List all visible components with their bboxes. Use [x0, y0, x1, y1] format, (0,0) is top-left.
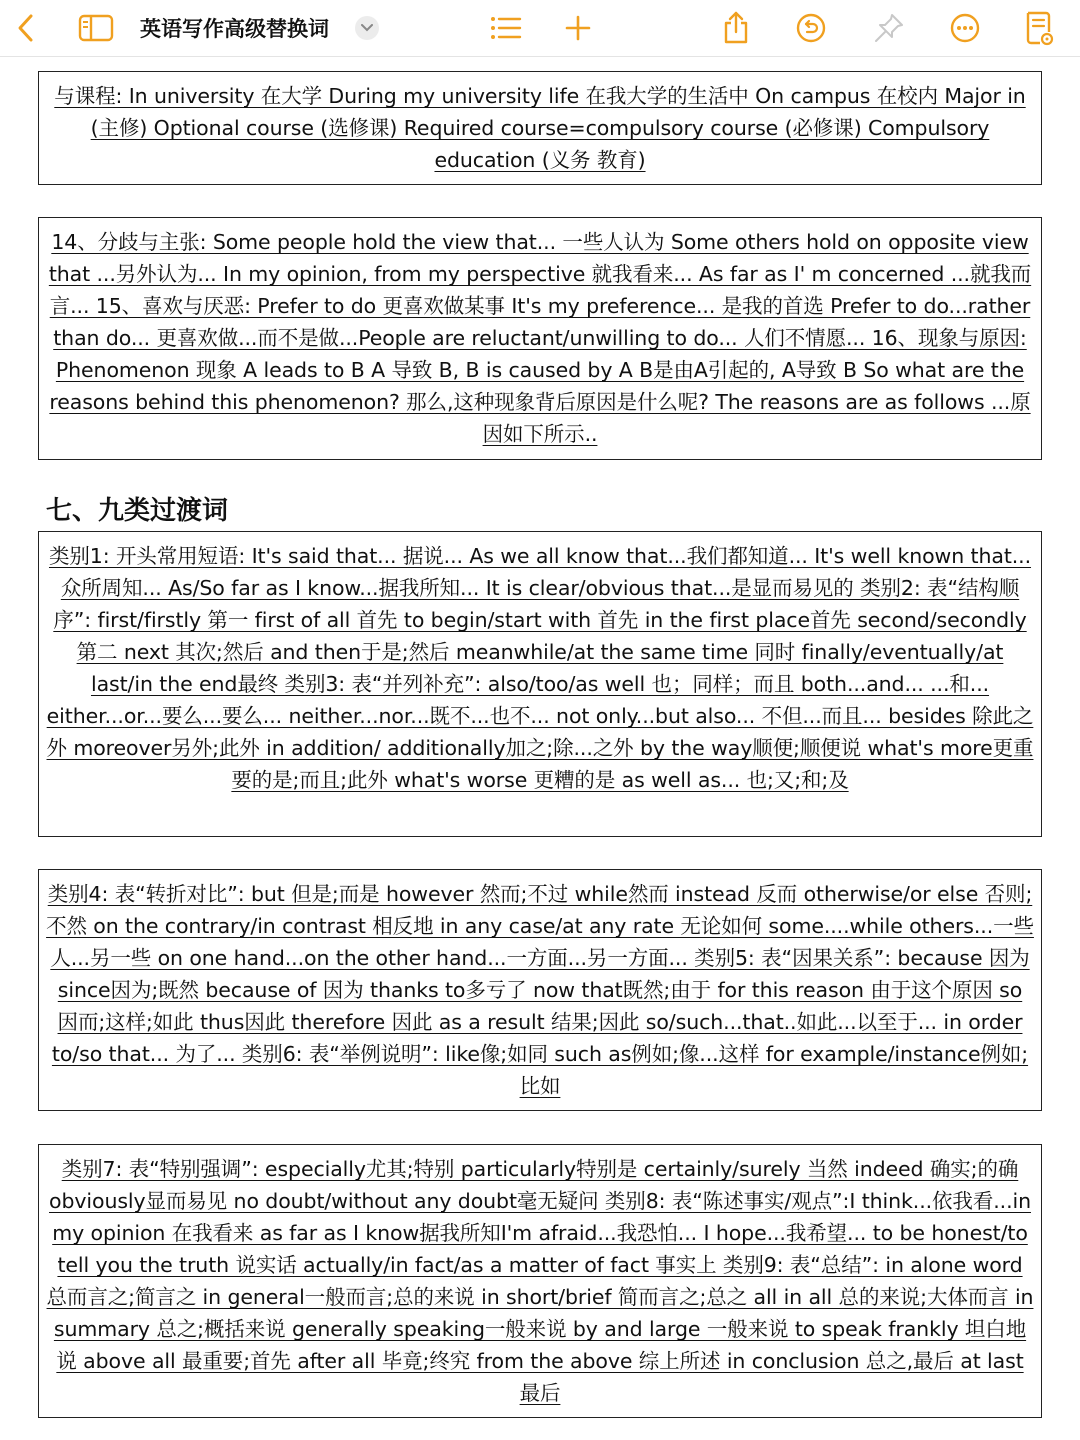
more-icon[interactable]	[948, 8, 982, 48]
undo-icon[interactable]	[794, 8, 828, 48]
text-box-categories-4-6-text: 类别4: 表“转折对比”: but 但是;而是 however 然而;不过 while然而 instead 反而 otherwise/or else 否则;不然 on the contrary/in contrast 相反地 in any case/at any rate 无论如何 some....while others...一些人...另一些 on one hand...on the other hand...一方面...另一方面... 类别5: 表“因果关系”: because 因为 since因为;既然 because of 因为 thanks to多亏了 now that既然;由于 for this reason 由于这个原因 so 因而;这样;如此 thus因此 therefore 因此 as a result 结果;因此 so/such...that..如此...以至于... in order to/so that... 为了... 类别6: 表“举例说明”: like像;如同 such as例如;像...这样 for example/instance例如;比如	[46, 882, 1034, 1098]
text-box-categories-1-3-text: 类别1: 开头常用短语: It's said that... 据说... As we all know that...我们都知道... It's well known that... 众所周知... As/So far as I know...据我所知... It is clear/obvious that...是显而易见的 类别2: 表“结构顺序”: first/firstly 第一 first of all 首先 to begin/start with 首先 in the first place首先 second/secondly第二 next 其次;然后 and then于是;然后 meanwhile/at the same time 同时 finally/eventually/at last/in the end最终 类别3: 表“并列补充”: also/too/as well 也；同样；而且 both...and... ...和... either...or...要么...要么... neither...nor...既不...也不... not only...but also... 不但...而且... besides 除此之外 moreover另外;此外 in addition/ additionally加之;除...之外 by the way顺便;顺便说 what's more更重要的是;而且;此外 what's worse 更糟的是 as well as... 也;又;和;及	[46, 544, 1034, 792]
text-box-categories-1-3	[38, 531, 1042, 837]
text-box-categories-7-9	[38, 1144, 1042, 1418]
add-icon[interactable]	[562, 8, 594, 48]
text-box-categories-4-6	[38, 869, 1042, 1111]
text-box-opinions	[38, 217, 1042, 460]
text-box-course-text: 与课程: In university 在大学 During my university life 在我大学的生活中 On campus 在校内 Major in (主修) Optional course (选修课) Required course=compulsory course (必修课) Compulsory education (义务 教育)	[54, 84, 1026, 172]
list-icon[interactable]	[488, 8, 524, 48]
share-icon[interactable]	[720, 8, 752, 48]
document-settings-icon[interactable]	[1022, 8, 1056, 48]
sidebar-icon[interactable]	[76, 8, 116, 48]
section-heading: 七、九类过渡词	[46, 496, 229, 526]
text-box-categories-7-9-text: 类别7: 表“特别强调”: especially尤其;特别 particularly特别是 certainly/surely 当然 indeed 确实;的确 obviously显而易见 no doubt/without any doubt毫无疑问 类别8: 表“陈述事实/观点”:I think...依我看...in my opinion 在我看来 as far as I know据我所知I'm afraid...我恐怕... I hope...我希望... to be honest/to tell you the truth 说实话 actually/in fact/as a matter of fact 事实上 类别9: 表“总结”: in alone word 总而言之;简言之 in general一般而言;总的来说 in short/brief 简而言之;总之 all in all 总的来说;大体而言 in summary 总之;概括来说 generally speaking一般来说 by and large 一般来说 to speak frankly 坦白地说 above all 最重要;首先 after all 毕竟;终究 from the above 综上所述 in conclusion 总之,最后 at last 最后	[46, 1157, 1034, 1405]
document-title[interactable]: 英语写作高级替换词	[140, 17, 329, 41]
back-chevron-icon[interactable]	[10, 8, 42, 48]
pin-icon[interactable]	[872, 8, 906, 48]
title-dropdown-icon[interactable]	[355, 16, 379, 40]
text-box-opinions-text: 14、分歧与主张: Some people hold the view that... 一些人认为 Some others hold on opposite view that ...另外认为... In my opinion, from my perspective 就我看来... As far as I' m concerned ...就我而言... 15、喜欢与厌恶: Prefer to do 更喜欢做某事 It's my preference... 是我的首选 Prefer to do...rather than do... 更喜欢做...而不是做...People are reluctant/unwilling to do... 人们不情愿... 16、现象与原因: Phenomenon 现象 A leads to B A 导致 B, B is caused by A B是由A引起的, A导致 B So what are the reasons behind this phenomenon? 那么,这种现象背后原因是什么呢? The reasons are as follows ...原因如下所示..	[48, 230, 1032, 446]
text-box-course	[38, 71, 1042, 185]
top-toolbar	[0, 0, 1080, 57]
